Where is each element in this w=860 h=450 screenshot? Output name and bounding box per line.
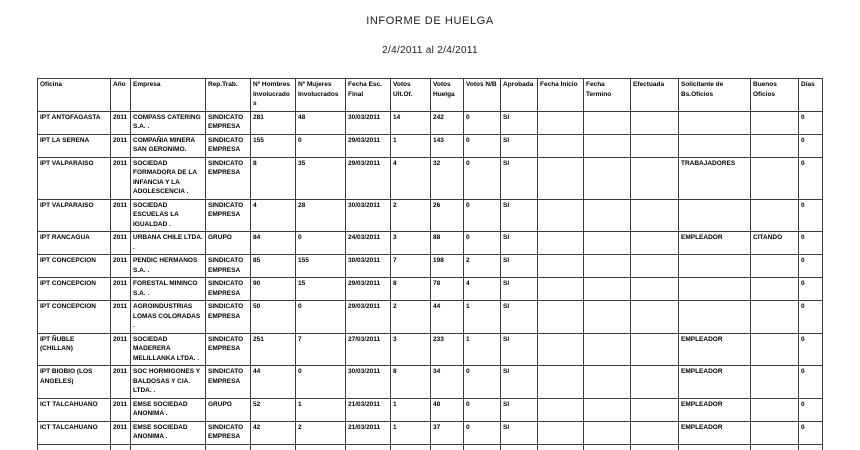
table-cell: IPT BIOBIO (LOS ANGELES) bbox=[38, 366, 111, 399]
table-cell bbox=[631, 255, 679, 278]
table-cell: 42 bbox=[251, 421, 296, 444]
table-cell: 29/03/2011 bbox=[346, 278, 391, 301]
table-cell: 2011 bbox=[111, 301, 131, 334]
table-cell: EMPLEADOR bbox=[679, 333, 751, 366]
table-cell: SI bbox=[501, 134, 538, 157]
table-cell: SINDICATO EMPRESA bbox=[206, 333, 251, 366]
table-cell: SI bbox=[501, 366, 538, 399]
table-cell bbox=[538, 444, 584, 450]
table-cell: 78 bbox=[431, 278, 464, 301]
table-cell: 88 bbox=[431, 232, 464, 255]
table-cell: 0 bbox=[464, 157, 501, 199]
table-cell bbox=[751, 301, 799, 334]
table-cell bbox=[584, 199, 631, 232]
table-cell: 26 bbox=[431, 199, 464, 232]
table-cell: 50 bbox=[251, 301, 296, 334]
table-cell: URBANA CHILE LTDA. . bbox=[131, 232, 206, 255]
table-row bbox=[38, 255, 823, 278]
table-cell: SOCIEDAD FORMADORA DE LA INFANCIA Y LA ADOLESCENCIA . bbox=[131, 157, 206, 199]
table-cell: 84 bbox=[251, 232, 296, 255]
column-header: Buenos Oficios bbox=[751, 79, 799, 112]
report-date-range: 2/4/2011 al 2/4/2011 bbox=[382, 45, 478, 56]
table-cell: 0 bbox=[799, 134, 823, 157]
table-cell: SINDICATO EMPRESA bbox=[206, 301, 251, 334]
table-cell: 0 bbox=[799, 278, 823, 301]
table-cell: 44 bbox=[431, 301, 464, 334]
column-header: Aprobada bbox=[501, 79, 538, 112]
strike-report-table bbox=[37, 78, 823, 450]
table-cell bbox=[251, 444, 296, 450]
table-cell: CITANDO bbox=[751, 232, 799, 255]
table-cell: SI bbox=[501, 278, 538, 301]
table-cell: 0 bbox=[464, 366, 501, 399]
table-cell: 2011 bbox=[111, 333, 131, 366]
table-cell: PENDIC HERMANOS S.A. . bbox=[131, 255, 206, 278]
table-cell: 44 bbox=[251, 366, 296, 399]
table-cell: 90 bbox=[251, 278, 296, 301]
table-cell bbox=[538, 421, 584, 444]
table-cell bbox=[538, 398, 584, 421]
table-cell bbox=[464, 444, 501, 450]
table-cell: 27/03/2011 bbox=[346, 333, 391, 366]
table-cell: SINDICATO EMPRESA bbox=[206, 199, 251, 232]
table-cell bbox=[679, 134, 751, 157]
table-cell: SINDICATO EMPRESA bbox=[206, 134, 251, 157]
column-header: Empresa bbox=[131, 79, 206, 112]
table-cell: 0 bbox=[799, 301, 823, 334]
table-cell bbox=[679, 199, 751, 232]
table-cell: GRUPO bbox=[206, 398, 251, 421]
column-header: Votos N/B bbox=[464, 79, 501, 112]
table-cell bbox=[538, 157, 584, 199]
table-cell: IPT VALPARAISO bbox=[38, 199, 111, 232]
table-cell: 2011 bbox=[111, 157, 131, 199]
table-cell: SI bbox=[501, 232, 538, 255]
table-cell: SI bbox=[501, 333, 538, 366]
table-cell: 0 bbox=[464, 421, 501, 444]
table-cell bbox=[431, 444, 464, 450]
table-cell: 37 bbox=[431, 421, 464, 444]
table-cell bbox=[631, 366, 679, 399]
table-cell: 4 bbox=[391, 157, 431, 199]
table-cell: IPT CONCEPCION bbox=[38, 301, 111, 334]
table-cell bbox=[538, 199, 584, 232]
table-cell: SI bbox=[501, 157, 538, 199]
table-cell: SI bbox=[501, 398, 538, 421]
column-header: Fecha Termino bbox=[584, 79, 631, 112]
table-cell: 15 bbox=[296, 278, 346, 301]
table-cell bbox=[679, 301, 751, 334]
table-cell: 2 bbox=[464, 255, 501, 278]
table-cell: 3 bbox=[391, 232, 431, 255]
table-cell: 14 bbox=[391, 111, 431, 134]
table-body bbox=[38, 111, 823, 450]
table-cell: SI bbox=[501, 255, 538, 278]
table-cell: 0 bbox=[799, 199, 823, 232]
table-cell: 85 bbox=[251, 255, 296, 278]
table-cell: 2 bbox=[296, 421, 346, 444]
table-cell: SI bbox=[501, 111, 538, 134]
table-cell: 2011 bbox=[111, 421, 131, 444]
table-cell: SINDICATO EMPRESA bbox=[206, 255, 251, 278]
column-header: Nº Mujeres Involucrados bbox=[296, 79, 346, 112]
table-cell: 8 bbox=[251, 157, 296, 199]
table-cell: 29/03/2011 bbox=[346, 301, 391, 334]
table-cell: 0 bbox=[799, 421, 823, 444]
table-cell: EMPLEADOR bbox=[679, 421, 751, 444]
table-cell: TRABAJADORES bbox=[679, 157, 751, 199]
table-cell bbox=[799, 444, 823, 450]
table-cell bbox=[346, 444, 391, 450]
column-header: Año bbox=[111, 79, 131, 112]
table-cell bbox=[751, 398, 799, 421]
table-cell: EMSE SOCIEDAD ANONIMA . bbox=[131, 398, 206, 421]
table-cell: 2011 bbox=[111, 134, 131, 157]
table-cell bbox=[584, 301, 631, 334]
table-cell: 32 bbox=[431, 157, 464, 199]
table-cell: 1 bbox=[391, 134, 431, 157]
table-cell: 251 bbox=[251, 333, 296, 366]
table-cell: COMPASS CATERING S.A. . bbox=[131, 111, 206, 134]
table-cell: 0 bbox=[296, 366, 346, 399]
table-cell: 0 bbox=[799, 398, 823, 421]
table-cell bbox=[751, 278, 799, 301]
table-cell bbox=[538, 232, 584, 255]
table-cell: SINDICATO EMPRESA bbox=[206, 157, 251, 199]
table-cell: 2011 bbox=[111, 232, 131, 255]
table-cell: 242 bbox=[431, 111, 464, 134]
table-cell bbox=[631, 421, 679, 444]
table-cell: EMPLEADOR bbox=[679, 232, 751, 255]
table-cell: EMPLEADOR bbox=[679, 398, 751, 421]
column-header: Nº Hombres Involucrados bbox=[251, 79, 296, 112]
table-cell: 1 bbox=[391, 421, 431, 444]
table-cell: COMPAÑIA MINERA SAN GERONIMO. bbox=[131, 134, 206, 157]
table-cell: 2 bbox=[391, 301, 431, 334]
table-cell: 233 bbox=[431, 333, 464, 366]
table-cell: IPT LA SERENA bbox=[38, 134, 111, 157]
table-cell: SOCIEDAD MADERERA MELILLANKA LTDA. . bbox=[131, 333, 206, 366]
table-cell bbox=[751, 157, 799, 199]
table-cell bbox=[751, 255, 799, 278]
table-row bbox=[38, 134, 823, 157]
table-cell: 0 bbox=[464, 199, 501, 232]
table-row bbox=[38, 301, 823, 334]
table-cell: 0 bbox=[296, 301, 346, 334]
table-cell: 143 bbox=[431, 134, 464, 157]
table-cell: 1 bbox=[464, 333, 501, 366]
table-cell bbox=[131, 444, 206, 450]
table-cell: 8 bbox=[391, 278, 431, 301]
table-cell bbox=[538, 278, 584, 301]
table-cell: SI bbox=[501, 421, 538, 444]
table-cell: 1 bbox=[296, 398, 346, 421]
table-cell: EMSE SOCIEDAD ANONIMA . bbox=[131, 421, 206, 444]
column-header: Días bbox=[799, 79, 823, 112]
table-cell bbox=[38, 444, 111, 450]
table-cell: 29/03/2011 bbox=[346, 134, 391, 157]
table-cell bbox=[584, 398, 631, 421]
table-cell: IPT VALPARAISO bbox=[38, 157, 111, 199]
table-cell: SI bbox=[501, 199, 538, 232]
table-cell: 30/03/2011 bbox=[346, 366, 391, 399]
table-cell: 2011 bbox=[111, 398, 131, 421]
table-cell bbox=[584, 157, 631, 199]
table-cell: 281 bbox=[251, 111, 296, 134]
table-cell: 48 bbox=[296, 111, 346, 134]
table-cell bbox=[584, 111, 631, 134]
table-cell: 30/03/2011 bbox=[346, 255, 391, 278]
table-cell bbox=[631, 232, 679, 255]
table-cell bbox=[751, 444, 799, 450]
table-cell: 7 bbox=[391, 255, 431, 278]
table-cell bbox=[538, 111, 584, 134]
table-cell: 0 bbox=[464, 134, 501, 157]
table-cell: 2011 bbox=[111, 255, 131, 278]
table-cell: 2 bbox=[391, 199, 431, 232]
table-cell: 21/03/2011 bbox=[346, 398, 391, 421]
table-row bbox=[38, 366, 823, 399]
table-cell: 2011 bbox=[111, 278, 131, 301]
table-row bbox=[38, 421, 823, 444]
column-header: Votos Ult.Of. bbox=[391, 79, 431, 112]
table-cell: 0 bbox=[799, 157, 823, 199]
table-cell: SI bbox=[501, 301, 538, 334]
table-cell: 24/03/2011 bbox=[346, 232, 391, 255]
table-cell: 7 bbox=[296, 333, 346, 366]
table-cell bbox=[751, 421, 799, 444]
table-cell: 2011 bbox=[111, 366, 131, 399]
table-cell: IPT CONCEPCION bbox=[38, 255, 111, 278]
table-cell: 0 bbox=[464, 398, 501, 421]
table-cell: 0 bbox=[296, 134, 346, 157]
table-cell bbox=[631, 111, 679, 134]
table-cell bbox=[631, 398, 679, 421]
table-cell: 21/03/2011 bbox=[346, 421, 391, 444]
table-cell: SOC HORMIGONES Y BALDOSAS Y CIA. LTDA. . bbox=[131, 366, 206, 399]
table-cell: AGROINDUSTRIAS LOMAS COLORADAS . bbox=[131, 301, 206, 334]
table-cell bbox=[631, 134, 679, 157]
column-header: Fecha Inicio bbox=[538, 79, 584, 112]
table-row-partial bbox=[38, 444, 823, 450]
table-cell bbox=[751, 333, 799, 366]
table-cell: 30/03/2011 bbox=[346, 199, 391, 232]
table-cell: SINDICATO EMPRESA bbox=[206, 278, 251, 301]
table-cell bbox=[631, 301, 679, 334]
table-cell bbox=[538, 134, 584, 157]
table-cell: IPT CONCEPCION bbox=[38, 278, 111, 301]
table-cell: 34 bbox=[431, 366, 464, 399]
table-cell bbox=[679, 111, 751, 134]
table-cell: 30/03/2011 bbox=[346, 111, 391, 134]
column-header: Votos Huelga bbox=[431, 79, 464, 112]
table-cell bbox=[584, 255, 631, 278]
table-cell: EMPLEADOR bbox=[679, 366, 751, 399]
table-cell bbox=[679, 255, 751, 278]
table-cell bbox=[296, 444, 346, 450]
table-cell: 155 bbox=[251, 134, 296, 157]
table-row bbox=[38, 157, 823, 199]
table-cell bbox=[679, 444, 751, 450]
table-cell: FORESTAL MININCO S.A. . bbox=[131, 278, 206, 301]
table-cell bbox=[584, 366, 631, 399]
table-cell: IPT RANCAGUA bbox=[38, 232, 111, 255]
column-header: Solicitante de Bs.Oficios bbox=[679, 79, 751, 112]
table-cell: 0 bbox=[296, 232, 346, 255]
table-cell: 4 bbox=[464, 278, 501, 301]
column-header: Oficina bbox=[38, 79, 111, 112]
table-cell bbox=[584, 278, 631, 301]
table-cell: 2011 bbox=[111, 199, 131, 232]
table-cell bbox=[538, 301, 584, 334]
table-cell bbox=[391, 444, 431, 450]
table-cell bbox=[206, 444, 251, 450]
table-cell: 0 bbox=[799, 255, 823, 278]
table-cell bbox=[584, 421, 631, 444]
table-cell bbox=[631, 333, 679, 366]
table-cell: 0 bbox=[799, 111, 823, 134]
table-cell bbox=[111, 444, 131, 450]
table-cell: 155 bbox=[296, 255, 346, 278]
table-row bbox=[38, 278, 823, 301]
table-cell bbox=[584, 134, 631, 157]
table-cell: 0 bbox=[799, 366, 823, 399]
table-row bbox=[38, 232, 823, 255]
table-cell bbox=[631, 278, 679, 301]
column-header: Efectuada bbox=[631, 79, 679, 112]
table-cell bbox=[584, 333, 631, 366]
table-cell: 3 bbox=[391, 333, 431, 366]
table-cell: SINDICATO EMPRESA bbox=[206, 421, 251, 444]
table-cell: 0 bbox=[464, 232, 501, 255]
table-cell bbox=[631, 444, 679, 450]
table-cell bbox=[751, 199, 799, 232]
table-cell bbox=[538, 366, 584, 399]
table-cell bbox=[538, 255, 584, 278]
table-cell bbox=[538, 333, 584, 366]
report-title: INFORME DE HUELGA bbox=[366, 15, 494, 27]
table-cell bbox=[751, 111, 799, 134]
table-cell bbox=[501, 444, 538, 450]
table-cell: 0 bbox=[464, 111, 501, 134]
table-cell: ICT TALCAHUANO bbox=[38, 421, 111, 444]
table-cell: 8 bbox=[391, 366, 431, 399]
table-row bbox=[38, 333, 823, 366]
table-header bbox=[38, 79, 823, 112]
table-cell: IPT ÑUBLE (CHILLAN) bbox=[38, 333, 111, 366]
table-cell: 35 bbox=[296, 157, 346, 199]
table-cell: SINDICATO EMPRESA bbox=[206, 111, 251, 134]
table-cell bbox=[751, 134, 799, 157]
table-cell: GRUPO bbox=[206, 232, 251, 255]
table-cell: 198 bbox=[431, 255, 464, 278]
table-cell bbox=[751, 366, 799, 399]
table-cell bbox=[631, 157, 679, 199]
table-cell: 0 bbox=[799, 333, 823, 366]
table-row bbox=[38, 111, 823, 134]
column-header: Fecha Esc. Final bbox=[346, 79, 391, 112]
table-row bbox=[38, 199, 823, 232]
table-cell: 29/03/2011 bbox=[346, 157, 391, 199]
table-cell bbox=[631, 199, 679, 232]
table-cell: SINDICATO EMPRESA bbox=[206, 366, 251, 399]
table-cell: 1 bbox=[464, 301, 501, 334]
table-cell: 48 bbox=[431, 398, 464, 421]
table-cell: 4 bbox=[251, 199, 296, 232]
table-cell: 0 bbox=[799, 232, 823, 255]
table-cell: ICT TALCAHUANO bbox=[38, 398, 111, 421]
table-cell bbox=[584, 232, 631, 255]
table-cell: 52 bbox=[251, 398, 296, 421]
header-row bbox=[38, 79, 823, 112]
table-cell bbox=[679, 278, 751, 301]
table-cell: SOCIEDAD ESCUELAS LA IGUALDAD . bbox=[131, 199, 206, 232]
table-row bbox=[38, 398, 823, 421]
table-cell bbox=[584, 444, 631, 450]
column-header: Rep.Trab. bbox=[206, 79, 251, 112]
table-cell: 1 bbox=[391, 398, 431, 421]
table-cell: 28 bbox=[296, 199, 346, 232]
table-cell: IPT ANTOFAGASTA bbox=[38, 111, 111, 134]
table-cell: 2011 bbox=[111, 111, 131, 134]
